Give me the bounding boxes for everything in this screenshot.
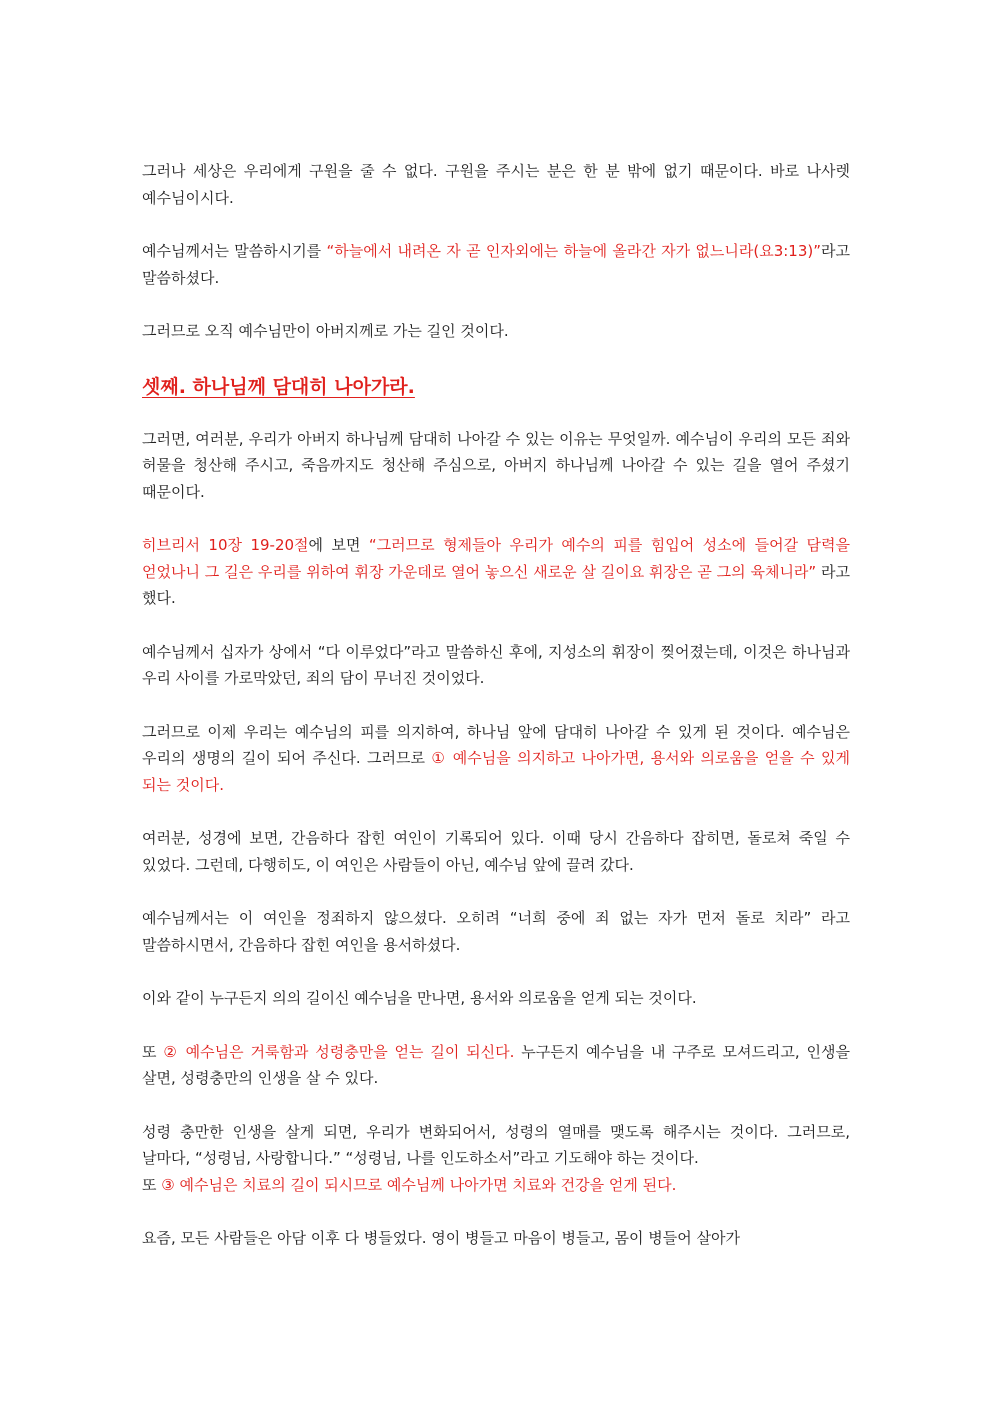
paragraph-1: 그러나 세상은 우리에게 구원을 줄 수 없다. 구원을 주시는 분은 한 분 밖에 없기 때문이다. 바로 나사렛 예수님이시다. <box>142 162 850 207</box>
paragraph-7-text: 그러므로 이제 우리는 예수님의 피를 의지하여, 하나님 앞에 담대히 나아갈 수 있게 된 것이다. 예수님은 우리의 생명의 길이 되어 주신다. 그러므로 <box>142 722 850 767</box>
paragraph-13 <box>142 1172 850 1199</box>
paragraph-14: 요즘, 모든 사람들은 아담 이후 다 병들었다. 영이 병들고 마음이 병들고, 몸이 병들어 살아가 <box>142 1229 740 1247</box>
scripture-quote-john-3-13: “하늘에서 내려온 자 곧 인자외에는 하늘에 올라간 자가 없느니라(요3:13)” <box>326 242 822 260</box>
paragraph-5-text: 에 보면 <box>308 536 369 554</box>
paragraph-6: 예수님께서 십자가 상에서 “다 이루었다”라고 말씀하신 후에, 지성소의 휘장이 찢어졌는데, 이것은 하나님과 우리 사이를 가로막았던, 죄의 담이 무너진 것이었다. <box>142 642 850 687</box>
paragraph-2-text: 예수님께서는 말씀하시기를 <box>142 242 327 260</box>
paragraph-9: 예수님께서는 이 여인을 정죄하지 않으셨다. 오히려 “너희 중에 죄 없는 자가 먼저 돌로 치라” 라고 말씀하시면서, 간음하다 잡힌 여인을 용서하셨다. <box>142 909 850 954</box>
paragraph-7 <box>142 719 850 799</box>
point-1-highlight: ① 예수님을 의지하고 나아가면, 용서와 의로움을 얻을 수 있게 되는 것이다. <box>142 749 850 794</box>
paragraph-11-lead: 또 <box>142 1042 164 1061</box>
paragraph-2-tail: 라고 말씀하셨다. <box>142 242 851 287</box>
paragraph-12: 성령 충만한 인생을 살게 되면, 우리가 변화되어서, 성령의 열매를 맺도록 해주시는 것이다. 그러므로, 날마다, “성령님, 사랑합니다.” “성령님, 나를 인도하소서”라고 기도해야 하는 것이다. <box>142 1122 850 1167</box>
paragraph-3: 그러므로 오직 예수님만이 아버지께로 가는 길인 것이다. <box>142 322 509 340</box>
paragraph-13-lead: 또 <box>142 1175 162 1194</box>
paragraph-5-tail: 라고 했다. <box>142 562 851 607</box>
point-3-highlight: ③ 예수님은 치료의 길이 되시므로 예수님께 나아가면 치료와 건강을 얻게 된다. <box>161 1175 677 1194</box>
scripture-reference-hebrews: 히브리서 10장 19-20절 <box>142 536 309 554</box>
point-2-highlight: ② 예수님은 거룩함과 성령충만을 얻는 길이 되신다. <box>163 1042 515 1061</box>
document-page <box>142 158 850 1279</box>
paragraph-11 <box>142 1039 850 1092</box>
section-heading-third: 셋째. 하나님께 담대히 나아가라. <box>142 375 415 398</box>
paragraph-4: 그러면, 여러분, 우리가 아버지 하나님께 담대히 나아갈 수 있는 이유는 무엇일까. 예수님이 우리의 모든 죄와 허물을 청산해 주시고, 죽음까지도 청산해 주심으로, 아버지 하나님께 나아갈 수 있는 길을 열어 주셨기 때문이다. <box>142 429 850 501</box>
paragraph-5 <box>142 532 850 612</box>
paragraph-10: 이와 같이 누구든지 의의 길이신 예수님을 만나면, 용서와 의로움을 얻게 되는 것이다. <box>142 989 697 1007</box>
paragraph-8: 여러분, 성경에 보면, 간음하다 잡힌 여인이 기록되어 있다. 이때 당시 간음하다 잡히면, 돌로쳐 죽일 수 있었다. 그런데, 다행히도, 이 여인은 사람들이 아닌, 예수님 앞에 끌려 갔다. <box>142 829 850 874</box>
scripture-quote-hebrews: “그러므로 형제들아 우리가 예수의 피를 힘입어 성소에 들어갈 담력을 얻었나니 그 길은 우리를 위하여 휘장 가운데로 열어 놓으신 새로운 살 길이요 휘장은 곧 그의 육체니라” <box>142 536 850 581</box>
paragraph-11-tail: 누구든지 예수님을 내 구주로 모셔드리고, 인생을 살면, 성령충만의 인생을 살 수 있다. <box>142 1042 850 1087</box>
paragraph-2 <box>142 238 850 291</box>
